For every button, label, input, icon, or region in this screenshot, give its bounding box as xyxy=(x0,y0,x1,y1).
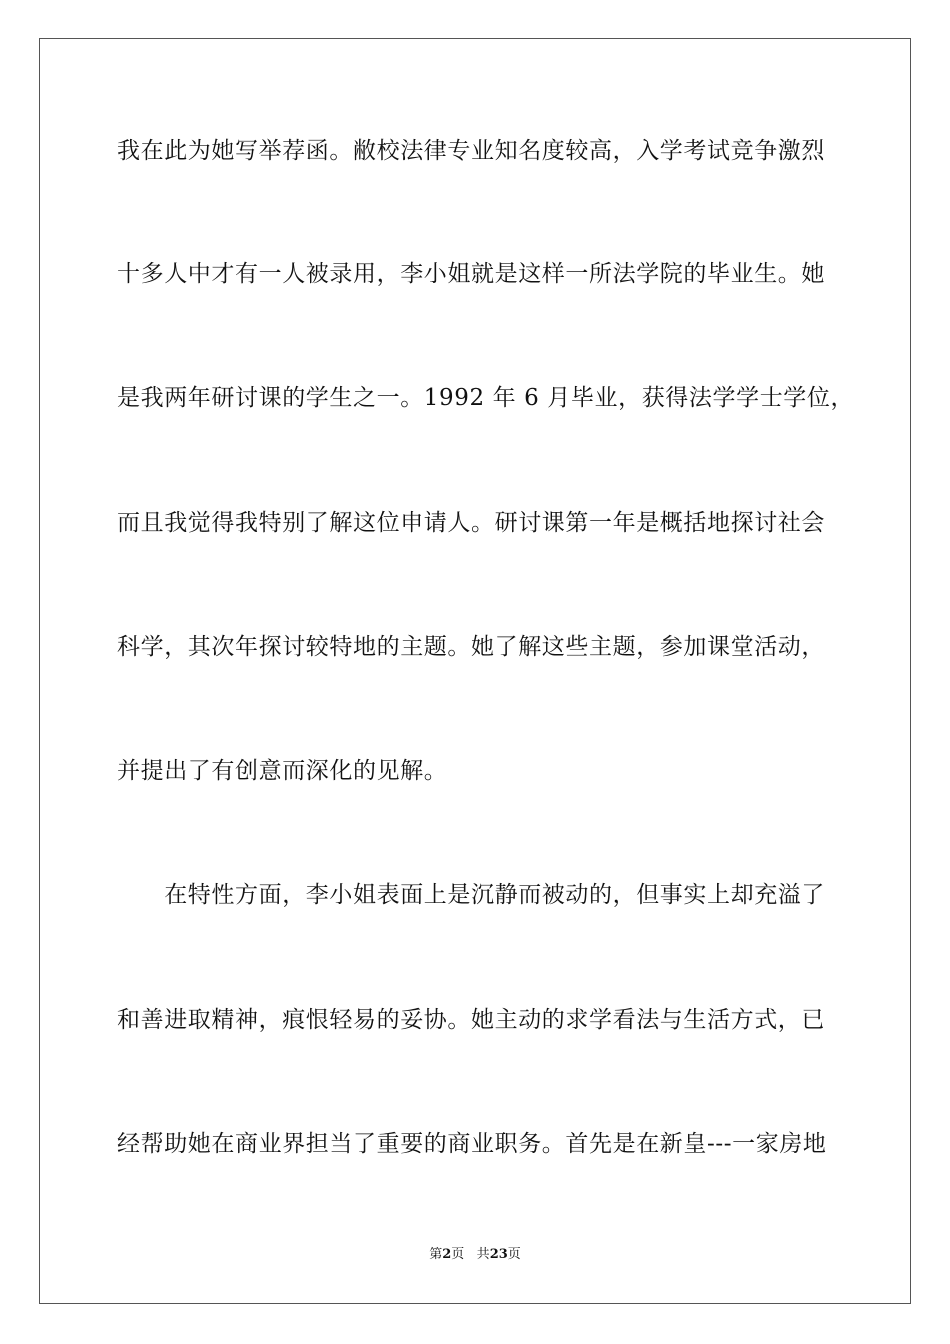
paragraph-line: 我在此为她写举荐函。敝校法律专业知名度较高，入学考试竞争激烈 xyxy=(117,138,825,164)
paragraph-line: 而且我觉得我特别了解这位申请人。研讨课第一年是概括地探讨社会 xyxy=(117,510,825,536)
total-prefix: 共 xyxy=(476,1247,490,1262)
paragraph-line: 和善进取精神，痕恨轻易的妥协。她主动的求学看法与生活方式，已 xyxy=(117,1007,825,1033)
paragraph-line: 在特性方面，李小姐表面上是沉静而被动的，但事实上却充溢了 xyxy=(117,882,825,908)
paragraph-line: 经帮助她在商业界担当了重要的商业职务。首先是在新皇---一家房地 xyxy=(117,1131,827,1157)
page-number: 2 xyxy=(442,1247,452,1262)
page-prefix: 第 xyxy=(429,1247,443,1262)
page-footer xyxy=(0,1246,950,1264)
paragraph-line: 科学，其次年探讨较特地的主题。她了解这些主题，参加课堂活动， xyxy=(117,634,825,660)
total-suffix: 页 xyxy=(507,1247,521,1262)
page-suffix: 页 xyxy=(451,1247,465,1262)
page-border xyxy=(39,38,911,1304)
paragraph-line: 是我两年研讨课的学生之一。1992 年 6 月毕业，获得法学学士学位， xyxy=(117,385,855,411)
paragraph-line: 十多人中才有一人被录用，李小姐就是这样一所法学院的毕业生。她 xyxy=(117,261,825,287)
paragraph-line: 并提出了有创意而深化的见解。 xyxy=(117,758,448,784)
total-pages: 23 xyxy=(489,1247,508,1262)
